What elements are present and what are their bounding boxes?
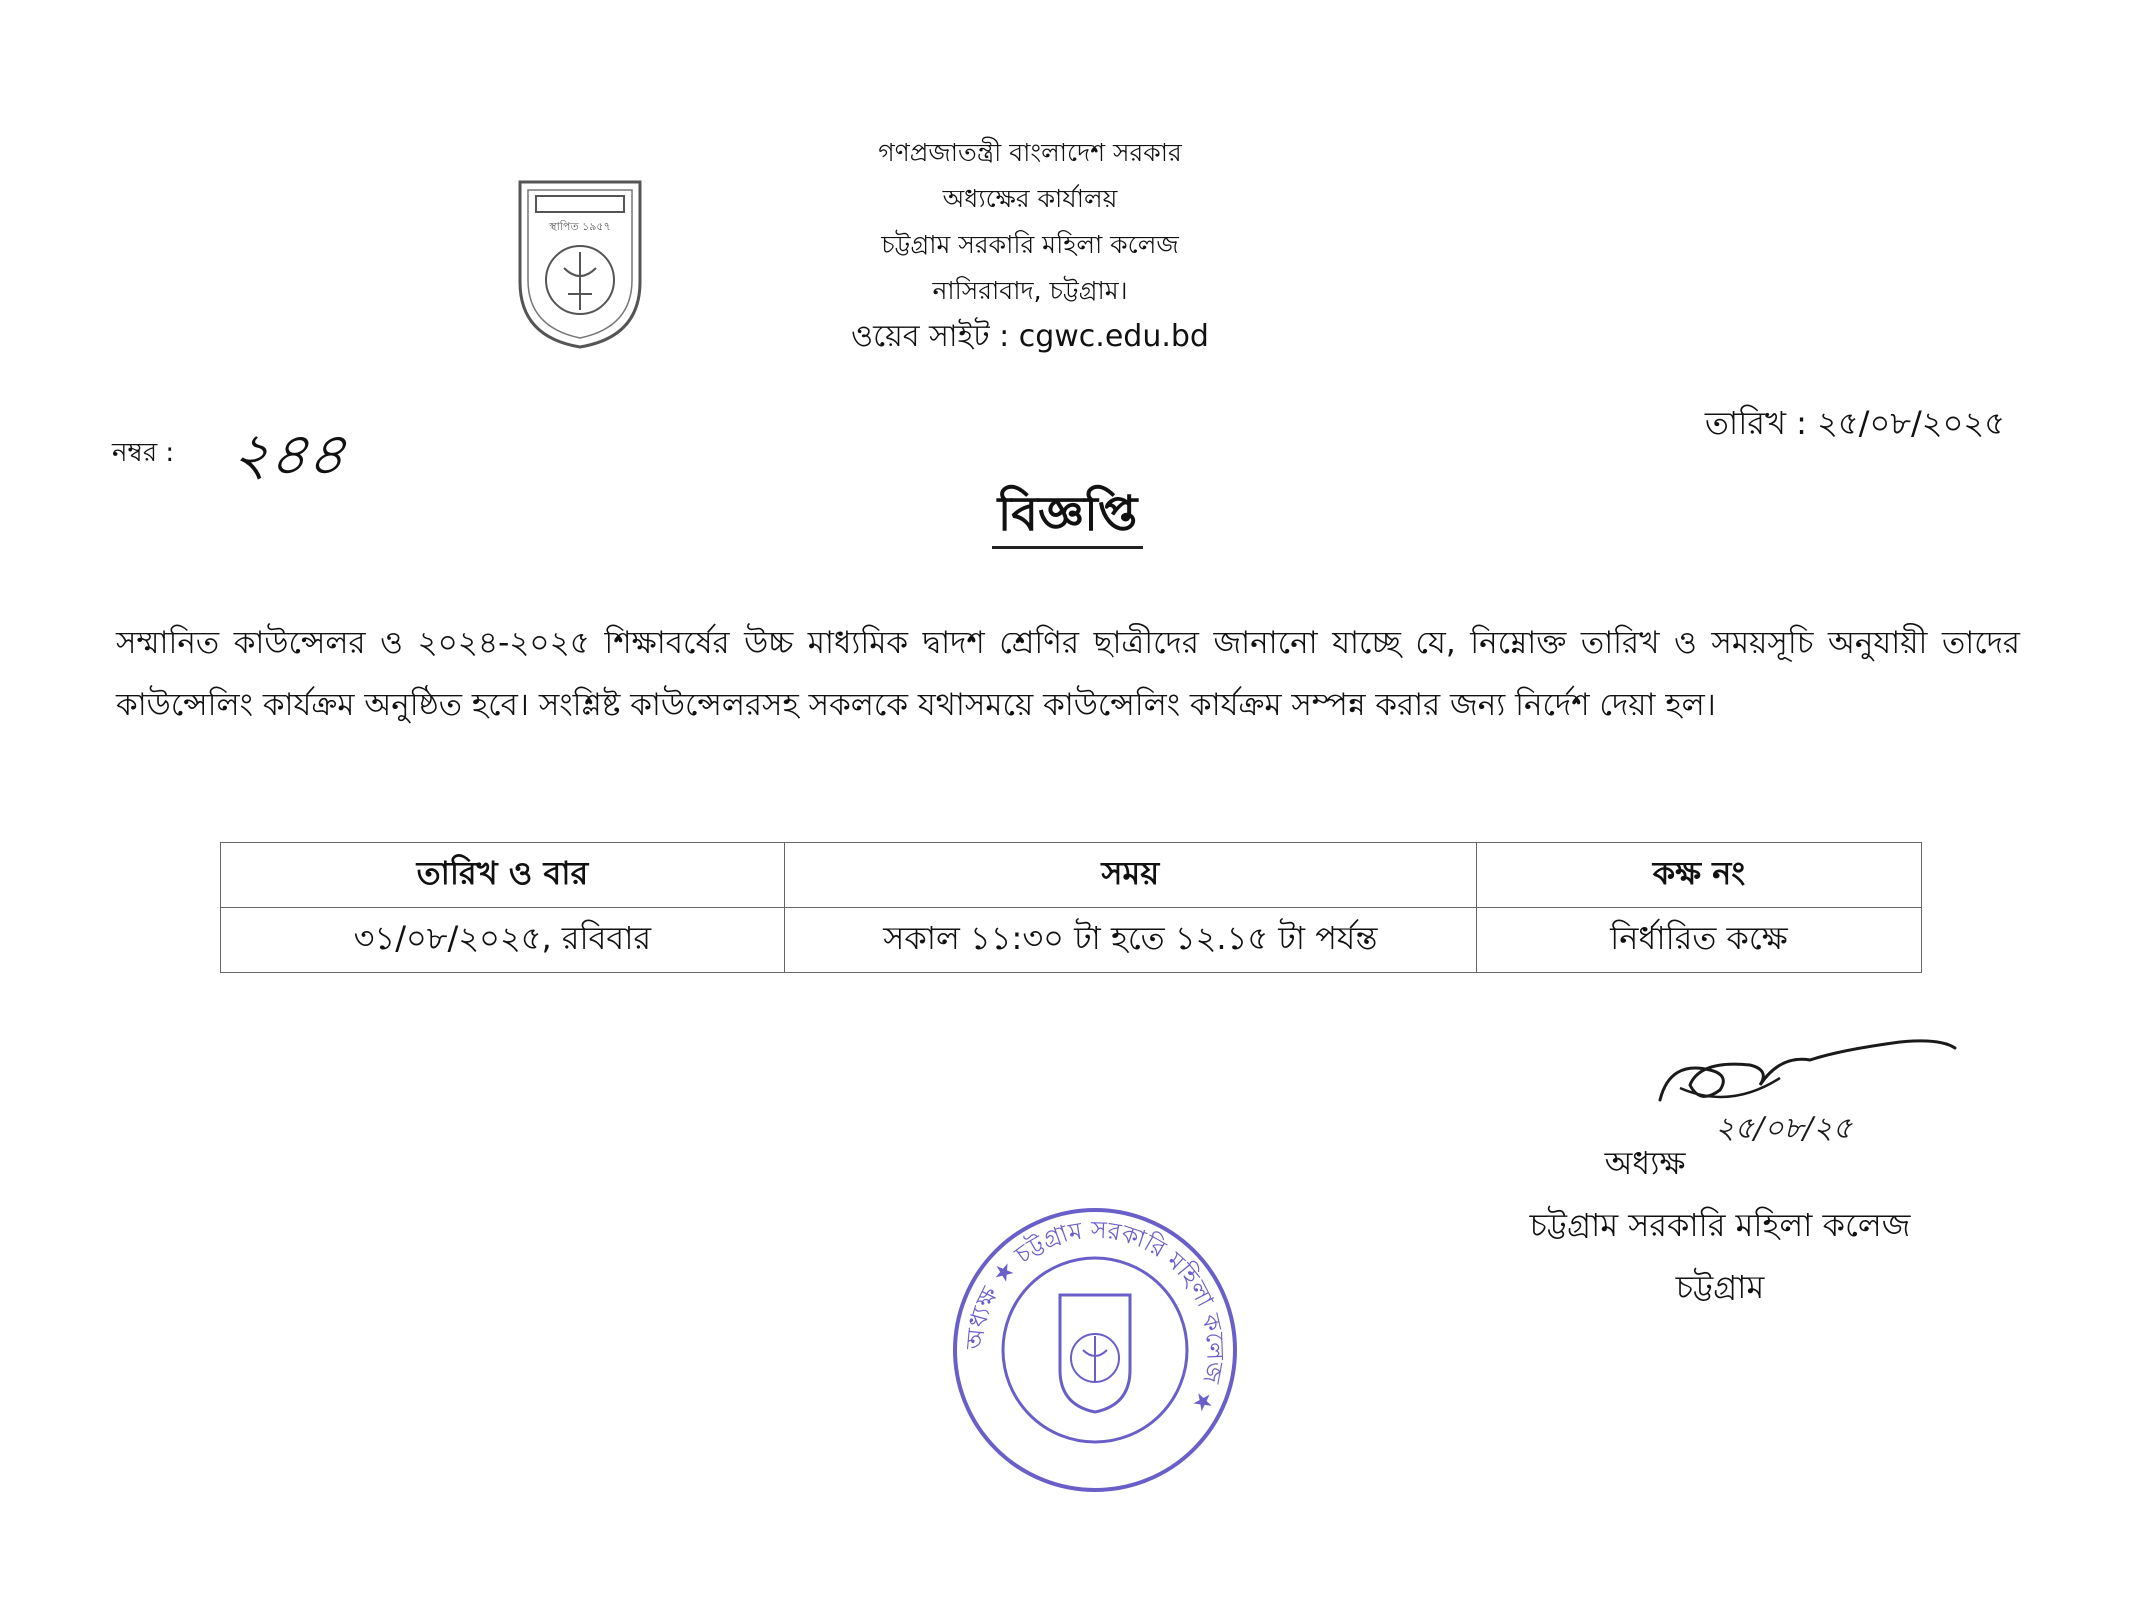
signatory-city: চট্টগ্রাম <box>1675 1268 1765 1306</box>
header-government: গণপ্রজাতন্ত্রী বাংলাদেশ সরকার <box>878 138 1182 167</box>
notice-title: বিজ্ঞপ্তি <box>992 486 1144 549</box>
cell-time: সকাল ১১:৩০ টা হতে ১২.১৫ টা পর্যন্ত <box>784 908 1476 973</box>
ref-number: ২৪৪ <box>227 420 351 488</box>
table-row <box>221 908 1922 973</box>
schedule-table <box>220 842 1922 973</box>
logo-text: স্থাপিত ১৯৫৭ <box>549 220 611 233</box>
seal-text: অধ্যক্ষ ★ চট্টগ্রাম সরকারি মহিলা কলেজ ★ <box>960 1215 1230 1418</box>
cell-date-day: ৩১/০৮/২০২৫, রবিবার <box>221 908 785 973</box>
notice-date: তারিখ : ২৫/০৮/২০২৫ <box>1704 404 2005 442</box>
notice-title-wrap <box>0 478 2135 557</box>
table-header-row <box>221 843 1922 908</box>
college-logo <box>510 172 650 352</box>
header-address: নাসিরাবাদ, চট্টগ্রাম। <box>932 276 1128 305</box>
signatory-role: অধ্যক্ষ <box>1604 1144 1686 1182</box>
header-date-day: তারিখ ও বার <box>221 843 785 908</box>
header-office: অধ্যক্ষের কার্যালয় <box>942 184 1118 213</box>
header-college: চট্টগ্রাম সরকারি মহিলা কলেজ <box>881 230 1179 259</box>
header-website: ওয়েব সাইট : cgwc.edu.bd <box>851 319 1209 354</box>
notice-body: সম্মানিত কাউন্সেলর ও ২০২৪-২০২৫ শিক্ষাবর্ষের উচ্চ মাধ্যমিক দ্বাদশ শ্রেণির ছাত্রীদের জানানো যাচ্ছে যে, নিম্নোক্ত তারিখ ও সময়সূচি অনুযায়ী তাদের কাউন্সেলিং কার্যক্রম অনুষ্ঠিত হবে। সংশ্লিষ্ট কাউন্সেলরসহ সকলকে যথাসময়ে কাউন্সেলিং কার্যক্রম সম্পন্ন করার জন্য নির্দেশ দেয়া হল। <box>116 625 2020 723</box>
header-time: সময় <box>784 843 1476 908</box>
ref-label: নম্বর : <box>112 438 175 468</box>
cell-room: নির্ধারিত কক্ষে <box>1476 908 1921 973</box>
signatory-institution: চট্টগ্রাম সরকারি মহিলা কলেজ <box>1529 1206 1911 1244</box>
signatory-block <box>1400 1132 2040 1318</box>
signature-date: ২৫/০৮/২৫ <box>1715 1111 1853 1146</box>
header-room: কক্ষ নং <box>1476 843 1921 908</box>
official-seal <box>945 1200 1245 1500</box>
office-header <box>770 130 1290 360</box>
